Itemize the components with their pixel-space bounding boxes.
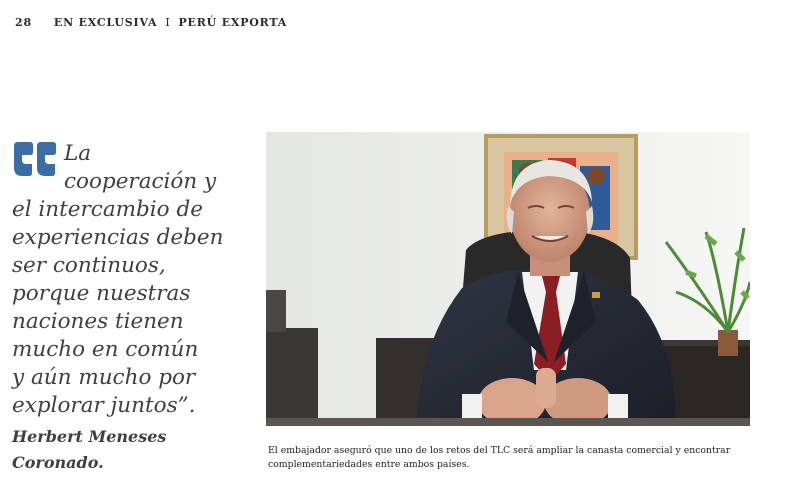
quote-line: cooperación y: [64, 169, 217, 194]
section-label: EN EXCLUSIVA: [53, 16, 158, 29]
header-separator: I: [165, 16, 171, 29]
quote-line: La: [64, 141, 92, 166]
page-number: 28: [15, 16, 32, 29]
author-line: Herbert Meneses: [12, 427, 167, 446]
quote-line: ser continuos,: [12, 253, 166, 278]
photo-illustration: [266, 132, 750, 426]
publication-name: PERÚ EXPORTA: [178, 16, 288, 29]
pull-quote: [12, 140, 262, 476]
author-line: Coronado.: [12, 453, 104, 472]
quote-line: porque nuestras: [12, 281, 191, 306]
quote-text: [12, 140, 262, 420]
photo-caption: El embajador aseguró que uno de los retos del TLC será ampliar la canasta comercial y encontrar complementariedades entre ambos países.: [268, 445, 731, 470]
quote-line: mucho en común: [12, 337, 199, 362]
quote-line: experiencias deben: [12, 225, 224, 250]
quote-line: explorar juntos”.: [12, 393, 196, 418]
ambassador-photo: [266, 132, 750, 426]
open-quote-icon: [12, 142, 58, 176]
quote-line: el intercambio de: [12, 197, 203, 222]
quote-line: y aún mucho por: [12, 365, 196, 390]
quote-author: [12, 424, 262, 476]
running-header: [15, 16, 287, 29]
quote-line: naciones tienen: [12, 309, 184, 334]
